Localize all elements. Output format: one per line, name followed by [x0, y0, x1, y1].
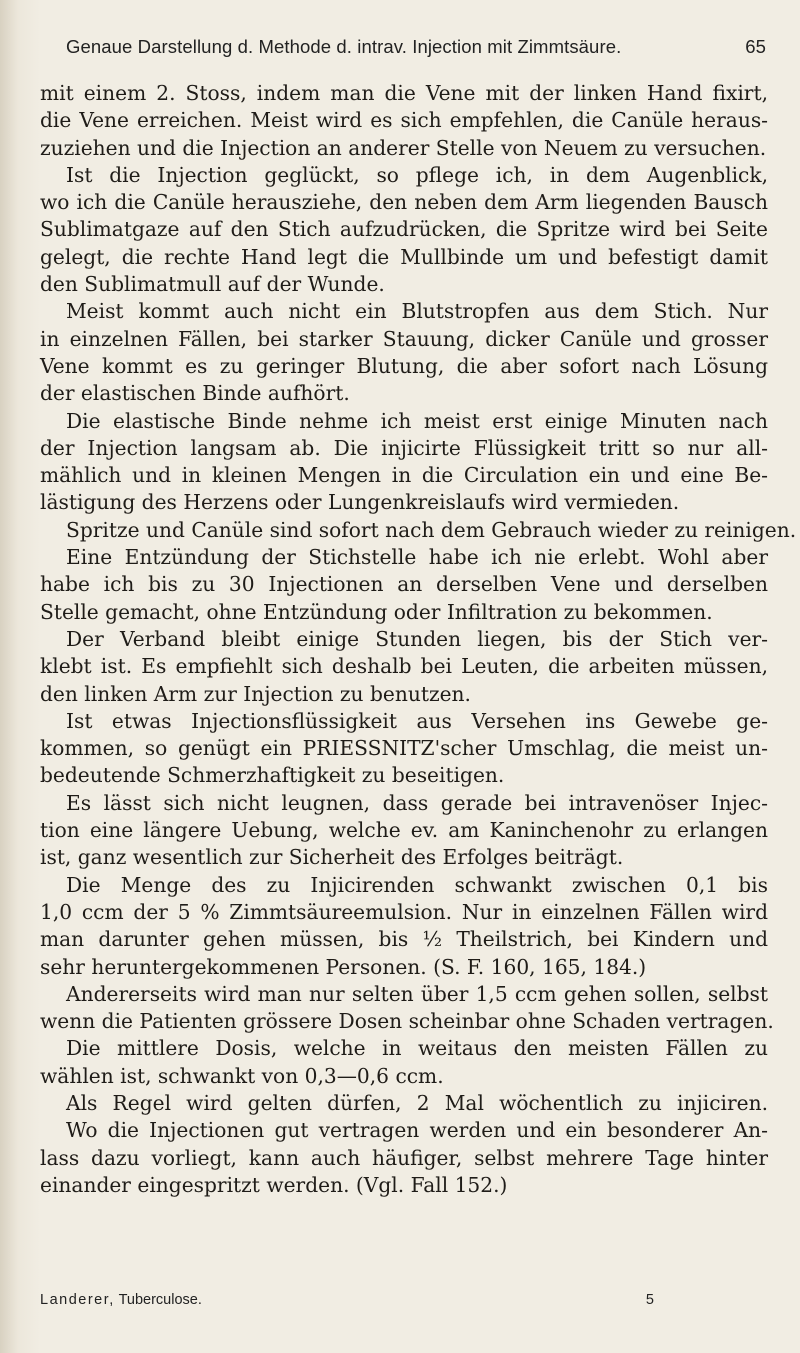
signature-mark: 5 [645, 1292, 654, 1308]
footer-book: Tuberculose. [118, 1292, 202, 1308]
text-line: bedeutende Schmerzhaftigkeit zu beseitigen. [40, 763, 505, 788]
text-line: gelegt, die rechte Hand legt die Mullbinde um und befestigt damit [40, 244, 768, 269]
text-line: wenn die Patienten grössere Dosen scheinbar ohne Schaden vertragen. [40, 1009, 774, 1034]
text-line: Als Regel wird gelten dürfen, 2 Mal wöchentlich zu injiciren. [66, 1090, 768, 1115]
text-line: Der Verband bleibt einige Stunden liegen, bis der Stich ver- [66, 626, 768, 651]
page-footer [40, 1292, 654, 1314]
text-line: Stelle gemacht, ohne Entzündung oder Infiltration zu bekommen. [40, 599, 713, 624]
text-line: wählen ist, schwankt von 0,3—0,6 ccm. [40, 1063, 444, 1088]
text-line: zuziehen und die Injection an anderer Stelle von Neuem zu versuchen. [40, 135, 767, 160]
text-line: kommen, so genügt ein PRIESSNITZ'scher Umschlag, die meist un- [40, 736, 768, 761]
text-line: Ist die Injection geglückt, so pflege ich, in dem Augenblick, [66, 162, 768, 187]
text-line: habe ich bis zu 30 Injectionen an derselben Vene und derselben [40, 572, 768, 597]
text-line: Wo die Injectionen gut vertragen werden und ein besonderer An- [66, 1118, 768, 1143]
text-line: mit einem 2. Stoss, indem man die Vene mit der linken Hand fixirt, [40, 81, 768, 105]
text-line: Eine Entzündung der Stichstelle habe ich nie erlebt. Wohl aber [66, 545, 768, 570]
text-line: mählich und in kleinen Mengen in die Circulation ein und eine Be- [40, 463, 768, 488]
text-line: der elastischen Binde aufhört. [40, 381, 350, 406]
running-header [66, 36, 766, 66]
text-line: Vene kommt es zu geringer Blutung, die aber sofort nach Lösung [40, 353, 768, 378]
text-line: Die elastische Binde nehme ich meist erst einige Minuten nach [66, 408, 768, 433]
footer-citation [40, 1292, 202, 1308]
page-number: 65 [745, 36, 766, 57]
text-line: Ist etwas Injectionsflüssigkeit aus Versehen ins Gewebe ge- [66, 708, 768, 733]
text-line: Spritze und Canüle sind sofort nach dem Gebrauch wieder zu reinigen. [66, 517, 797, 542]
running-title: Genaue Darstellung d. Methode d. intrav. Injection mit Zimmtsäure. [66, 36, 622, 57]
text-line: wo ich die Canüle herausziehe, den neben dem Arm liegenden Bausch [40, 190, 768, 215]
text-line: Die mittlere Dosis, welche in weitaus den meisten Fällen zu [66, 1036, 768, 1061]
text-line: ist, ganz wesentlich zur Sicherheit des Erfolges beiträgt. [40, 845, 624, 870]
text-line: lästigung des Herzens oder Lungenkreislaufs wird vermieden. [40, 490, 680, 515]
text-line: die Vene erreichen. Meist wird es sich empfehlen, die Canüle heraus- [40, 108, 768, 133]
body-text [40, 80, 797, 1199]
text-line: Meist kommt auch nicht ein Blutstropfen aus dem Stich. Nur [66, 299, 768, 324]
text-line: einander eingespritzt werden. (Vgl. Fall 152.) [40, 1172, 508, 1197]
text-line: Die Menge des zu Injicirenden schwankt zwischen 0,1 bis [66, 872, 768, 897]
text-line: sehr heruntergekommenen Personen. (S. F. 160, 165, 184.) [40, 954, 647, 979]
text-line: lass dazu vorliegt, kann auch häufiger, selbst mehrere Tage hinter [40, 1145, 768, 1170]
text-line: in einzelnen Fällen, bei starker Stauung, dicker Canüle und grosser [40, 326, 768, 351]
text-line: der Injection langsam ab. Die injicirte Flüssigkeit tritt so nur all- [40, 435, 768, 460]
text-line: Es lässt sich nicht leugnen, dass gerade bei intravenöser Injec- [66, 790, 768, 815]
text-line: tion eine längere Uebung, welche ev. am Kaninchenohr zu erlangen [40, 818, 768, 843]
text-line: Sublimatgaze auf den Stich aufzudrücken, die Spritze wird bei Seite [40, 217, 768, 242]
text-line: den linken Arm zur Injection zu benutzen. [40, 681, 471, 706]
text-line: Andererseits wird man nur selten über 1,5 ccm gehen sollen, selbst [66, 981, 768, 1006]
footer-author: Landerer, [40, 1292, 115, 1308]
text-line: klebt ist. Es empfiehlt sich deshalb bei Leuten, die arbeiten müssen, [40, 654, 768, 679]
text-line: 1,0 ccm der 5 % Zimmtsäureemulsion. Nur in einzelnen Fällen wird [40, 899, 768, 924]
text-line: den Sublimatmull auf der Wunde. [40, 272, 385, 297]
text-line: man darunter gehen müssen, bis ½ Theilstrich, bei Kindern und [40, 927, 768, 952]
